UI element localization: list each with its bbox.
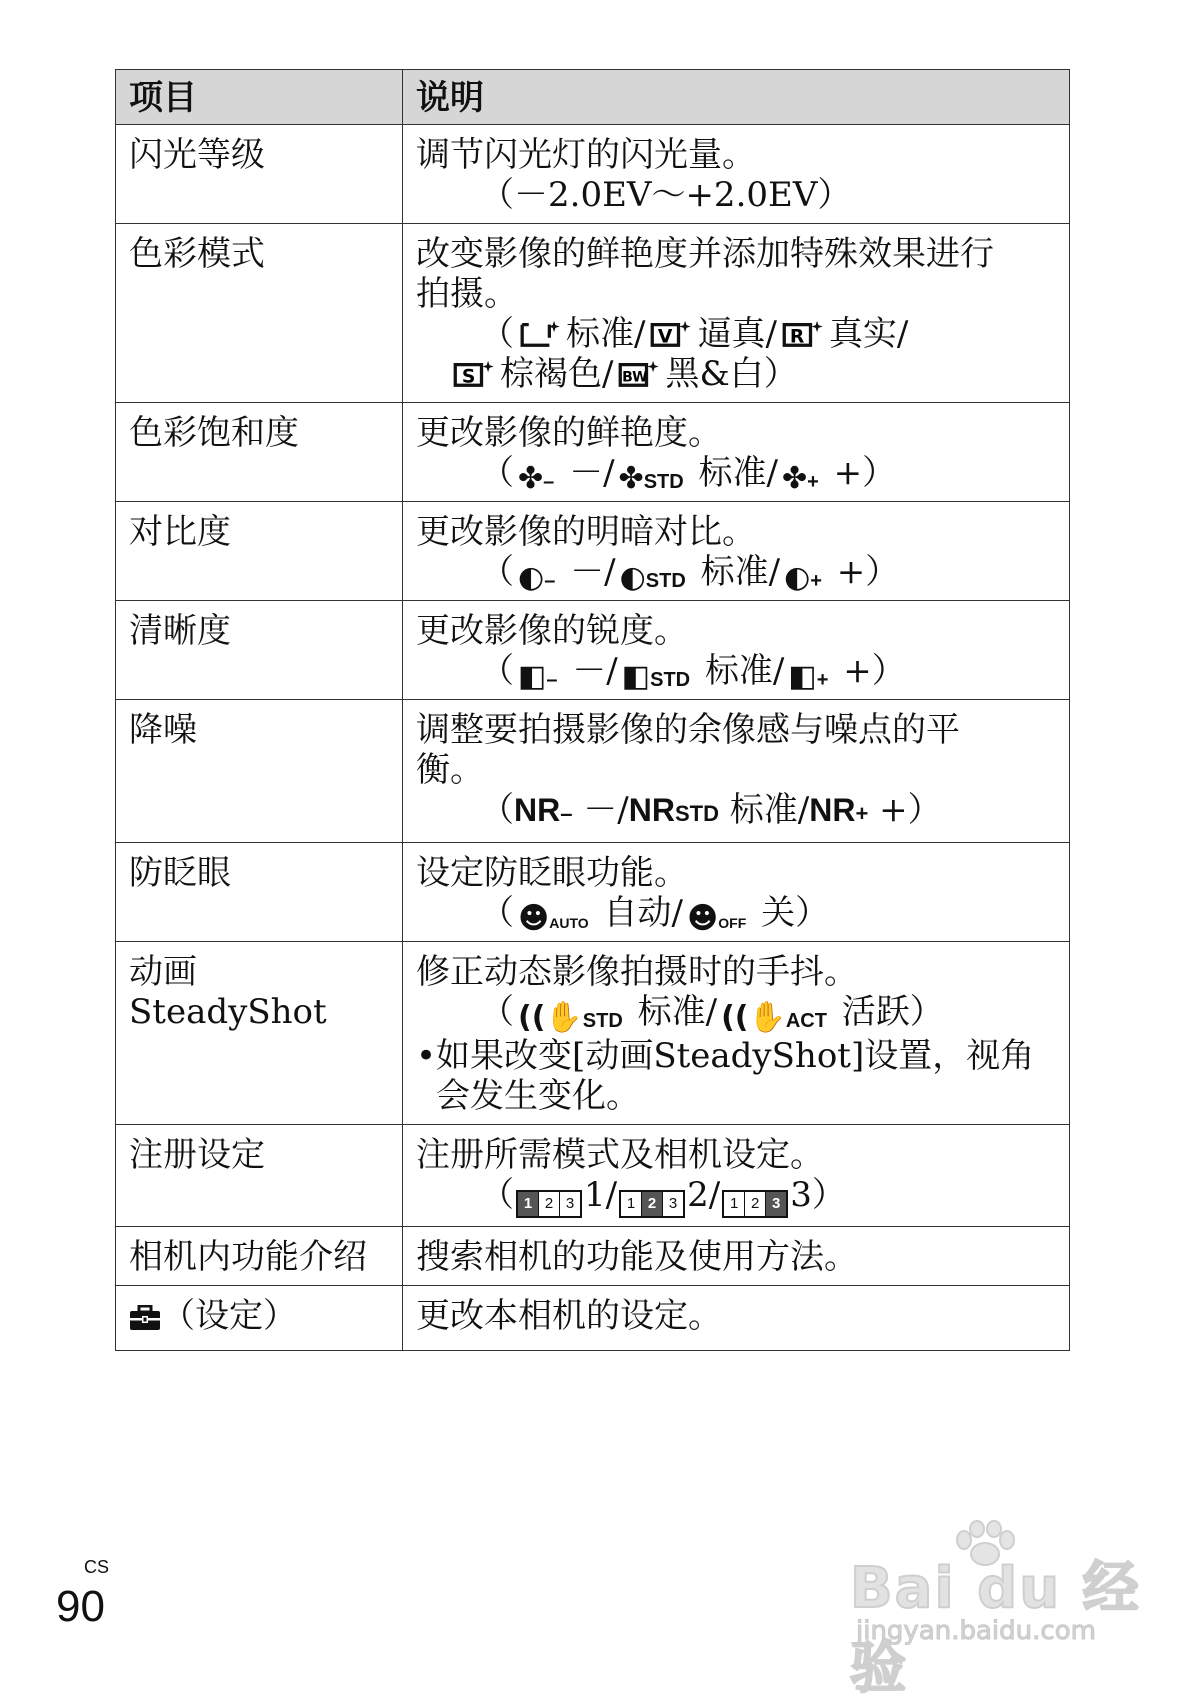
option-values: （ ☻AUTO 自动/ ☻OFF 关） — [480, 893, 830, 936]
table-row — [116, 224, 1070, 403]
desc-line: 修正动态影像拍摄时的手抖。 — [416, 952, 858, 992]
table-row — [116, 1227, 1070, 1286]
watermark-url: jingyan.baidu.com — [856, 1616, 1096, 1646]
cm-v-text: V — [658, 326, 673, 348]
row-description — [403, 502, 1070, 601]
row-item: 色彩饱和度 — [116, 403, 403, 502]
desc-line: 更改本相机的设定。 — [416, 1296, 722, 1336]
desc-line: 改变影像的鲜艳度并添加特殊效果进行 — [416, 234, 994, 274]
option-values: （ ✤– －/ ✤STD 标准/ ✤+ +） — [480, 453, 897, 496]
row-description — [403, 125, 1070, 224]
memory-1-icon: 1 2 3 — [516, 1190, 582, 1218]
table-row — [116, 942, 1070, 1125]
table-row — [116, 125, 1070, 224]
row-item: 注册设定 — [116, 1125, 403, 1227]
table-row — [116, 1286, 1070, 1351]
blink-off-icon: ☻OFF — [686, 901, 747, 936]
header-item: 项目 — [116, 70, 403, 125]
table-row — [116, 1125, 1070, 1227]
row-description — [403, 843, 1070, 942]
row-description — [403, 403, 1070, 502]
desc-line: 更改影像的明暗对比。 — [416, 512, 756, 552]
sharpness-standard-icon: ◧STD — [621, 659, 691, 694]
cm-s-text: S — [461, 366, 476, 388]
note-text: •如果改变[动画SteadyShot]设置，视角会发生变化。 — [416, 1036, 1035, 1116]
saturation-standard-icon: ✤STD — [618, 461, 684, 496]
color-mode-sepia-icon — [452, 359, 496, 389]
option-values: S 棕褐色/ BW 黑&白） — [416, 354, 1056, 394]
watermark-logo: Bai du 经验 — [850, 1556, 1141, 1701]
row-item: 相机内功能介绍 — [116, 1227, 403, 1286]
cm-r-text: R — [789, 326, 805, 348]
option-values: （NR– －/NRSTD 标准/NR+ +） — [480, 790, 942, 830]
color-mode-vivid-icon — [649, 319, 693, 349]
table-row — [116, 700, 1070, 843]
steadyshot-active-icon: ((✋ACT — [721, 1000, 827, 1035]
desc-line: 更改影像的鲜艳度。 — [416, 413, 722, 453]
blink-auto-icon: ☻AUTO — [518, 901, 589, 936]
table-row — [116, 843, 1070, 942]
baidu-watermark — [850, 1520, 1150, 1701]
desc-line: 注册所需模式及相机设定。 — [416, 1135, 824, 1175]
table-row — [116, 403, 1070, 502]
desc-line: 搜索相机的功能及使用方法。 — [416, 1237, 858, 1277]
desc-line: 拍摄。 — [416, 274, 518, 314]
page-language-code: CS — [84, 1557, 110, 1577]
desc-line: 更改影像的锐度。 — [416, 611, 688, 651]
row-item: 防眨眼 — [116, 843, 403, 942]
contrast-plus-icon: ◐+ — [784, 560, 822, 595]
sharpness-plus-icon: ◧+ — [788, 659, 829, 694]
row-description — [403, 942, 1070, 1125]
row-item: 降噪 — [116, 700, 403, 843]
color-mode-standard-icon — [518, 319, 562, 349]
settings-table — [115, 69, 1070, 1351]
color-mode-real-icon — [781, 319, 825, 349]
option-values: （ ((✋STD 标准/ ((✋ACT 活跃） — [480, 992, 944, 1035]
row-description — [403, 1286, 1070, 1351]
row-item: （设定） — [116, 1286, 403, 1351]
contrast-standard-icon: ◐STD — [619, 560, 686, 595]
memory-2-icon: 1 2 3 — [619, 1190, 685, 1218]
row-item: 色彩模式 — [116, 224, 403, 403]
desc-line: 设定防眨眼功能。 — [416, 853, 688, 893]
option-values: （ ◐– －/ ◐STD 标准/ ◐+ +） — [480, 552, 900, 595]
row-item: 对比度 — [116, 502, 403, 601]
cm-bw-text: BW — [622, 369, 649, 386]
row-description — [403, 700, 1070, 843]
sharpness-minus-icon: ◧– — [518, 659, 558, 694]
page-number: 90 — [56, 1582, 105, 1631]
row-description — [403, 1125, 1070, 1227]
row-description — [403, 601, 1070, 700]
nr-plus-icon: NR+ — [809, 792, 869, 828]
contrast-minus-icon: ◐– — [518, 560, 556, 595]
row-description — [403, 1227, 1070, 1286]
row-item: 闪光等级 — [116, 125, 403, 224]
option-values: （ 1 2 3 1/ 1 2 3 2/ 1 2 3 3） — [416, 1175, 1056, 1218]
toolbox-settings-icon — [129, 1305, 161, 1331]
option-values: （ ◧– －/ ◧STD 标准/ ◧+ +） — [480, 651, 906, 694]
memory-3-icon: 1 2 3 — [722, 1190, 788, 1218]
desc-line: 衡。 — [416, 750, 484, 790]
row-item: 清晰度 — [116, 601, 403, 700]
row-item: 动画SteadyShot — [116, 942, 403, 1125]
steadyshot-standard-icon: ((✋STD — [518, 1000, 623, 1035]
nr-minus-icon: NR– — [514, 792, 573, 828]
row-description — [403, 224, 1070, 403]
desc-line: 调节闪光灯的闪光量。 — [416, 135, 756, 175]
option-values: （－2.0EV～+2.0EV） — [480, 175, 852, 215]
saturation-plus-icon: ✤+ — [781, 461, 819, 496]
saturation-minus-icon: ✤– — [518, 461, 555, 496]
table-row — [116, 601, 1070, 700]
option-values: （ 标准/ V 逼真/ R 真实/ — [480, 314, 909, 354]
table-header-row — [116, 70, 1070, 125]
color-mode-bw-icon — [617, 359, 661, 389]
table-row — [116, 502, 1070, 601]
header-description: 说明 — [403, 70, 1070, 125]
nr-standard-icon: NRSTD — [628, 792, 719, 828]
desc-line: 调整要拍摄影像的余像感与噪点的平 — [416, 710, 960, 750]
